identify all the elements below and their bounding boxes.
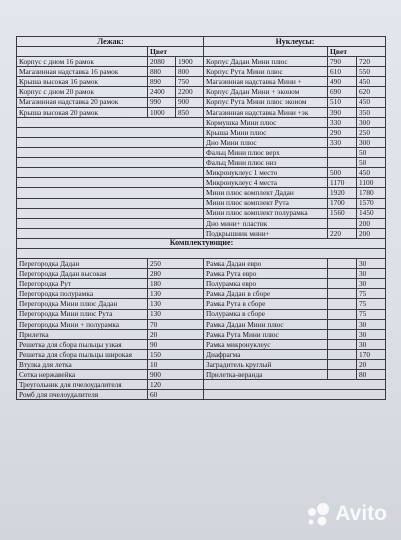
nukleus-item-price-2: 720 <box>357 57 386 67</box>
empty-cell <box>328 309 357 319</box>
table-row <box>17 329 386 339</box>
table-row <box>17 259 386 269</box>
lezhak-color-header: Цвет <box>148 47 204 57</box>
nukleus-item-name: Подкрышник мини+ <box>204 228 328 238</box>
empty-cell <box>17 228 204 238</box>
empty-cell <box>328 360 357 370</box>
table-row <box>17 269 386 279</box>
table-row <box>17 158 386 168</box>
component-item-price: 30 <box>357 319 386 329</box>
nukleus-item-price-1: 330 <box>328 137 357 147</box>
empty-cell <box>17 158 204 168</box>
empty-cell <box>204 380 386 390</box>
component-item-name: Сетка нержавейка <box>17 370 148 380</box>
nukleus-item-price-1: 1560 <box>328 208 357 218</box>
lezhak-item-name: Магазинная надставка 20 рамок <box>17 97 148 107</box>
nukleus-item-price-1 <box>328 158 357 168</box>
table-row <box>17 208 386 218</box>
component-item-price: 130 <box>148 299 204 309</box>
empty-cell <box>328 269 357 279</box>
lezhak-item-price-1: 2400 <box>148 87 176 97</box>
nukleus-item-price-2: 1570 <box>357 198 386 208</box>
component-item-name: Прилетка <box>17 329 148 339</box>
lezhak-item-name: Крыша высокая 20 рамок <box>17 107 148 117</box>
table-row <box>17 77 386 87</box>
watermark-text: Avito <box>335 502 387 525</box>
nukleus-item-price-2: 300 <box>357 117 386 127</box>
nukleus-item-name: Мини плюс комплект Дадан <box>204 188 328 198</box>
empty-cell <box>328 329 357 339</box>
component-item-price: 80 <box>357 370 386 380</box>
component-item-name: Решетка для сбора пыльцы узкая <box>17 339 148 349</box>
table-row <box>17 299 386 309</box>
nukleus-item-price-1: 220 <box>328 228 357 238</box>
nukleus-item-name: Дно Мини плюс <box>204 137 328 147</box>
nukleus-item-price-2: 50 <box>357 158 386 168</box>
nukleus-item-price-2: 550 <box>357 67 386 77</box>
component-item-name: Прилетка-веранда <box>204 370 328 380</box>
empty-cell <box>17 178 204 188</box>
nukleus-item-price-1: 1170 <box>328 178 357 188</box>
empty-cell <box>17 218 204 228</box>
empty-cell <box>328 279 357 289</box>
lezhak-item-price-2: 1900 <box>176 57 204 67</box>
nukleus-item-price-1: 390 <box>328 107 357 117</box>
lezhak-item-name: Корпус с дном 16 рамок <box>17 57 148 67</box>
table-row <box>17 309 386 319</box>
price-table-body <box>17 37 386 400</box>
table-row <box>17 117 386 127</box>
table-row <box>17 188 386 198</box>
nukleus-item-price-2: 450 <box>357 77 386 87</box>
lezhak-item-price-2: 800 <box>176 67 204 77</box>
empty-cell <box>17 198 204 208</box>
price-table <box>16 36 386 400</box>
component-item-price: 90 <box>148 339 204 349</box>
nukleus-item-name: Микронуклеус 4 места <box>204 178 328 188</box>
component-item-price: 75 <box>357 299 386 309</box>
nukleus-item-name: Корпус Рута Мини плюс <box>204 67 328 77</box>
section-title-nukleusy: Нуклеусы: <box>204 37 386 47</box>
table-row <box>17 370 386 380</box>
nukleus-item-name: Микронуклеус 1 место <box>204 168 328 178</box>
nukleus-item-price-1 <box>328 148 357 158</box>
component-item-name: Рамка Дадан в сборе <box>204 289 328 299</box>
table-row <box>17 228 386 238</box>
nukleus-item-name: Крыша Мини плюс <box>204 127 328 137</box>
component-item-name: Рамка Рута в сборе <box>204 299 328 309</box>
nukleus-item-price-2: 450 <box>357 97 386 107</box>
component-item-price: 60 <box>148 390 204 400</box>
nukleus-item-price-2: 250 <box>357 127 386 137</box>
nukleus-item-price-1: 510 <box>328 97 357 107</box>
component-item-price: 150 <box>148 349 204 359</box>
table-row <box>17 148 386 158</box>
table-row <box>17 57 386 67</box>
nukleus-item-price-1: 330 <box>328 117 357 127</box>
nukleus-item-name: Корпус Дадан Мини плюс <box>204 57 328 67</box>
nukleusy-name-header <box>204 47 328 57</box>
component-item-price: 130 <box>148 309 204 319</box>
nukleus-item-name: Фальц Мини плюс низ <box>204 158 328 168</box>
table-row <box>17 87 386 97</box>
table-row <box>17 107 386 117</box>
component-item-price: 30 <box>357 339 386 349</box>
component-item-price: 30 <box>357 279 386 289</box>
component-item-price: 10 <box>148 360 204 370</box>
lezhak-item-price-1: 990 <box>148 97 176 107</box>
table-row <box>17 279 386 289</box>
component-item-name: Втулка для летка <box>17 360 148 370</box>
empty-cell <box>17 137 204 147</box>
nukleus-item-price-2: 1780 <box>357 188 386 198</box>
table-row <box>17 198 386 208</box>
component-item-name: Перегородка Рут <box>17 279 148 289</box>
nukleus-item-price-1: 790 <box>328 57 357 67</box>
component-item-name: Ромб для пчелоудалителя <box>17 390 148 400</box>
spacer-row <box>17 248 386 258</box>
component-item-name: Полурамка евро <box>204 279 328 289</box>
component-item-price: 30 <box>357 329 386 339</box>
empty-cell <box>328 319 357 329</box>
component-item-price: 120 <box>148 380 204 390</box>
table-row <box>17 319 386 329</box>
nukleus-item-price-1 <box>328 218 357 228</box>
component-item-price: 900 <box>148 370 204 380</box>
nukleus-item-price-2: 300 <box>357 137 386 147</box>
nukleus-item-price-1: 610 <box>328 67 357 77</box>
empty-cell <box>17 148 204 158</box>
empty-cell <box>17 168 204 178</box>
empty-cell <box>328 370 357 380</box>
component-item-price: 20 <box>148 329 204 339</box>
component-item-price: 170 <box>357 349 386 359</box>
table-row <box>17 339 386 349</box>
nukleus-item-price-1: 500 <box>328 168 357 178</box>
nukleus-item-price-2: 350 <box>357 107 386 117</box>
component-item-price: 130 <box>148 289 204 299</box>
lezhak-item-name: Корпус с дном 20 рамок <box>17 87 148 97</box>
component-item-price: 30 <box>357 269 386 279</box>
table-row <box>17 349 386 359</box>
empty-cell <box>17 117 204 127</box>
section-title-komplektuyushchie: Комплектующие: <box>17 238 386 248</box>
nukleus-item-price-1: 290 <box>328 127 357 137</box>
nukleus-item-price-1: 490 <box>328 77 357 87</box>
nukleus-item-price-2: 1450 <box>357 208 386 218</box>
empty-cell <box>328 349 357 359</box>
component-item-price: 280 <box>148 269 204 279</box>
component-item-name: Перегородка Мини + полурамка <box>17 319 148 329</box>
component-item-name: Рамка микронуклеус <box>204 339 328 349</box>
lezhak-item-name: Магазинная надставка 16 рамок <box>17 67 148 77</box>
lezhak-item-price-1: 2080 <box>148 57 176 67</box>
table-row <box>17 97 386 107</box>
nukleus-item-name: Фальц Мини плюс верх <box>204 148 328 158</box>
table-row <box>17 218 386 228</box>
section-title-row <box>17 37 386 47</box>
section-title-row <box>17 238 386 248</box>
empty-cell <box>17 127 204 137</box>
table-row <box>17 380 386 390</box>
nukleus-item-price-2: 50 <box>357 148 386 158</box>
component-item-name: Рамка Рута Мини плюс <box>204 329 328 339</box>
empty-cell <box>328 339 357 349</box>
nukleus-item-price-2: 200 <box>357 218 386 228</box>
lezhak-item-price-1: 890 <box>148 77 176 87</box>
table-row <box>17 390 386 400</box>
lezhak-name-header <box>17 47 148 57</box>
component-item-name: Решетка для сбора пыльцы широкая <box>17 349 148 359</box>
component-item-name: Перегородка Мини плюс Рута <box>17 309 148 319</box>
avito-logo-icon <box>305 502 331 526</box>
nukleus-item-name: Корпус Рута Мини плюс эконом <box>204 97 328 107</box>
empty-cell <box>204 390 386 400</box>
lezhak-item-price-2: 750 <box>176 77 204 87</box>
component-item-name: Заградитель круглый <box>204 360 328 370</box>
nukleus-item-price-1: 690 <box>328 87 357 97</box>
empty-cell <box>17 188 204 198</box>
nukleus-item-price-2: 620 <box>357 87 386 97</box>
component-item-price: 75 <box>357 289 386 299</box>
component-item-name: Рамка Рута евро <box>204 269 328 279</box>
table-row <box>17 137 386 147</box>
table-row <box>17 289 386 299</box>
lezhak-item-name: Крыша высокая 16 рамок <box>17 77 148 87</box>
component-item-name: Треугольник для пчелоудалителя <box>17 380 148 390</box>
component-item-price: 75 <box>357 309 386 319</box>
nukleus-item-price-2: 450 <box>357 168 386 178</box>
component-item-name: Диафрагма <box>204 349 328 359</box>
nukleus-item-price-2: 200 <box>357 228 386 238</box>
nukleus-item-name: Дно мини+ пластик <box>204 218 328 228</box>
empty-cell <box>17 208 204 218</box>
avito-watermark <box>305 502 387 526</box>
table-row <box>17 360 386 370</box>
lezhak-item-price-1: 880 <box>148 67 176 77</box>
component-item-name: Перегородка Мини плюс Дадан <box>17 299 148 309</box>
section-title-lezhak: Лежак: <box>17 37 204 47</box>
table-row <box>17 127 386 137</box>
nukleus-item-price-1: 1920 <box>328 188 357 198</box>
component-item-price: 180 <box>148 279 204 289</box>
nukleus-item-name: Мини плюс комплект полурамка <box>204 208 328 218</box>
lezhak-item-price-2: 850 <box>176 107 204 117</box>
empty-cell <box>328 289 357 299</box>
nukleus-item-price-2: 1100 <box>357 178 386 188</box>
nukleus-item-name: Мини плюс комплект Рута <box>204 198 328 208</box>
component-item-price: 70 <box>148 319 204 329</box>
price-list <box>16 36 385 422</box>
component-item-name: Перегородка полурамка <box>17 289 148 299</box>
table-row <box>17 168 386 178</box>
table-row <box>17 67 386 77</box>
lezhak-item-price-2: 900 <box>176 97 204 107</box>
component-item-name: Рамка Дадан евро <box>204 259 328 269</box>
nukleus-item-price-1: 1700 <box>328 198 357 208</box>
nukleus-item-name: Магазинная надставка Мини + <box>204 77 328 87</box>
component-item-price: 30 <box>357 259 386 269</box>
nukleus-item-name: Корпус Дадан Мини + эконом <box>204 87 328 97</box>
component-item-price: 20 <box>357 360 386 370</box>
component-item-name: Рамка Дадан Мини плюс <box>204 319 328 329</box>
lezhak-item-price-1: 1000 <box>148 107 176 117</box>
component-item-name: Полурамка в сборе <box>204 309 328 319</box>
component-item-name: Перегородка Дадан высокая <box>17 269 148 279</box>
empty-cell <box>328 299 357 309</box>
nukleus-item-name: Магазинная надставка Мини +эк <box>204 107 328 117</box>
empty-cell <box>328 259 357 269</box>
component-item-price: 250 <box>148 259 204 269</box>
nukleus-item-name: Кормушка Мини плюс <box>204 117 328 127</box>
component-item-name: Перегородка Дадан <box>17 259 148 269</box>
color-header-row <box>17 47 386 57</box>
table-row <box>17 178 386 188</box>
empty-cell <box>17 248 386 258</box>
nukleusy-color-header: Цвет <box>328 47 386 57</box>
lezhak-item-price-2: 2200 <box>176 87 204 97</box>
